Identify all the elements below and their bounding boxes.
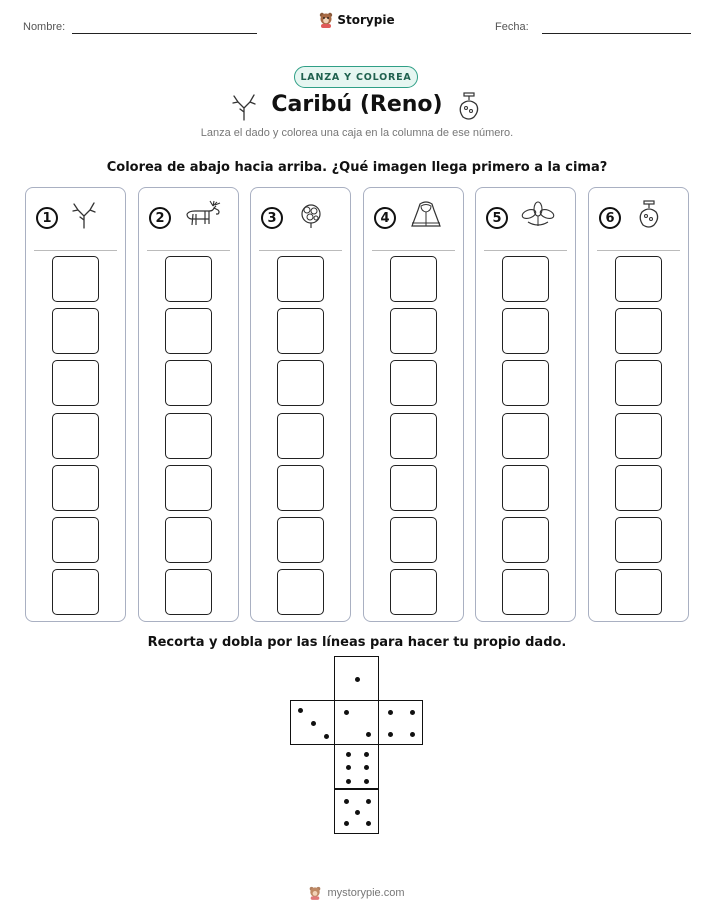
- column-number: 6: [599, 207, 621, 229]
- die-face: [378, 700, 423, 745]
- brand-name: Storypie: [337, 13, 395, 27]
- bear-logo-icon: [309, 886, 321, 900]
- die-pip: [311, 721, 316, 726]
- die-pip: [298, 708, 303, 713]
- die-face: [290, 700, 335, 745]
- die-pip: [324, 734, 329, 739]
- die-pip: [355, 810, 360, 815]
- column-number: 1: [36, 207, 58, 229]
- die-face: [334, 789, 379, 834]
- die-pip: [344, 821, 349, 826]
- die-pip: [410, 710, 415, 715]
- die-instruction: Recorta y dobla por las líneas para hacer tu propio dado.: [147, 635, 567, 650]
- die-pip: [364, 752, 369, 757]
- coloring-instruction: Colorea de abajo hacia arriba. ¿Qué imagen llega primero a la cima?: [106, 160, 608, 175]
- die-face: [334, 656, 379, 701]
- name-label: Nombre:: [23, 21, 66, 33]
- page-subtitle: Lanza el dado y colorea una caja en la columna de ese número.: [200, 127, 514, 139]
- die-pip: [344, 799, 349, 804]
- activity-badge: LANZA Y COLOREA: [294, 66, 418, 88]
- die-pip: [366, 821, 371, 826]
- die-pip: [355, 677, 360, 682]
- footer-url: mystorypie.com: [327, 887, 405, 899]
- die-pip: [366, 732, 371, 737]
- column-number: 5: [486, 207, 508, 229]
- die-pip: [364, 765, 369, 770]
- column-number: 2: [149, 207, 171, 229]
- die-pip: [388, 732, 393, 737]
- die-pip: [410, 732, 415, 737]
- page-title-text: Caribú (Reno): [271, 92, 443, 117]
- column-number: 4: [374, 207, 396, 229]
- column-number: 3: [261, 207, 283, 229]
- die-face: [334, 744, 379, 789]
- die-pip: [366, 799, 371, 804]
- footer: [0, 886, 714, 900]
- die-pip: [388, 710, 393, 715]
- date-label: Fecha:: [495, 21, 529, 33]
- die-pip: [346, 765, 351, 770]
- die-pip: [346, 779, 351, 784]
- die-face: [334, 700, 379, 745]
- die-pip: [364, 779, 369, 784]
- die-pip: [344, 710, 349, 715]
- die-pip: [346, 752, 351, 757]
